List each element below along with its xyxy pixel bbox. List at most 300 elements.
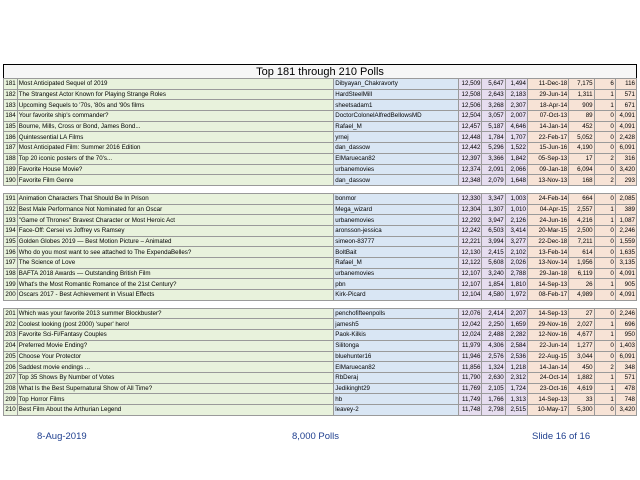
cell-col-d: 905 [615, 279, 636, 290]
cell-col-c: 0 [594, 308, 615, 319]
cell-rank: 183 [5, 101, 16, 109]
table-row [4, 121, 637, 132]
cell-poll-title: BAFTA 2018 Awards — Outstanding British Film [17, 268, 334, 279]
footer-poll-count: 8,000 Polls [292, 431, 340, 442]
cell-poll-id: 7,211 [569, 236, 594, 247]
cell-rank: 194 [5, 227, 16, 235]
cell-col-c: 2 [594, 362, 615, 373]
table-row [4, 308, 637, 319]
cell-col-d: 571 [615, 89, 636, 100]
cell-col-d: 2,246 [615, 225, 636, 236]
cell-col-c: 0 [594, 236, 615, 247]
cell-rank: 198 [5, 270, 16, 278]
cell-author: simeon-83777 [334, 236, 459, 247]
cell-author: Dibyayan_Chakravorty [334, 79, 459, 90]
cell-col-a: 3,994 [482, 236, 505, 247]
cell-col-d: 293 [615, 175, 636, 186]
cell-col-d: 4,091 [615, 121, 636, 132]
cell-col-c: 0 [594, 225, 615, 236]
cell-created-date: 18-Apr-14 [527, 100, 568, 111]
cell-votes: 12,457 [459, 121, 482, 132]
cell-col-a: 5,608 [482, 258, 505, 269]
cell-col-d: 4,091 [615, 290, 636, 301]
cell-col-a: 2,415 [482, 247, 505, 258]
polls-table [3, 78, 637, 416]
cell-poll-id: 1,311 [569, 89, 594, 100]
cell-col-d: 671 [615, 100, 636, 111]
cell-votes: 11,979 [459, 340, 482, 351]
cell-votes: 12,506 [459, 100, 482, 111]
cell-col-a: 2,079 [482, 175, 505, 186]
table-row [4, 236, 637, 247]
cell-rank: 202 [5, 320, 16, 328]
cell-col-d: 2,428 [615, 132, 636, 143]
cell-col-c: 2 [594, 175, 615, 186]
table-row [4, 394, 637, 405]
cell-col-d: 748 [615, 394, 636, 405]
cell-rank: 185 [5, 123, 16, 131]
cell-votes: 12,024 [459, 330, 482, 341]
cell-poll-title: Golden Globes 2019 — Best Motion Picture – Animated [17, 236, 334, 247]
cell-col-b: 1,972 [505, 290, 527, 301]
cell-col-c: 0 [594, 258, 615, 269]
cell-poll-id: 4,190 [569, 143, 594, 154]
cell-poll-title: Face-Off: Cersei vs Joffrey vs Ramsey [17, 225, 334, 236]
cell-col-a: 1,766 [482, 394, 505, 405]
table-row [4, 215, 637, 226]
cell-col-b: 2,183 [505, 89, 527, 100]
table-row [4, 225, 637, 236]
cell-created-date: 29-Jun-14 [527, 89, 568, 100]
cell-rank: 206 [5, 363, 16, 371]
cell-author: dan_dassow [334, 175, 459, 186]
cell-poll-id: 2,500 [569, 225, 594, 236]
cell-col-c: 1 [594, 394, 615, 405]
cell-col-c: 0 [594, 121, 615, 132]
cell-col-a: 2,250 [482, 319, 505, 330]
cell-col-a: 1,307 [482, 204, 505, 215]
cell-poll-id: 27 [569, 308, 594, 319]
cell-col-b: 1,218 [505, 362, 527, 373]
table-row [4, 111, 637, 122]
cell-author: Rafael_M [334, 258, 459, 269]
cell-col-c: 0 [594, 143, 615, 154]
table-row [4, 372, 637, 383]
cell-poll-id: 17 [569, 153, 594, 164]
cell-col-d: 116 [615, 79, 636, 90]
cell-poll-title: What's the Most Romantic Romance of the 21st Century? [17, 279, 334, 290]
cell-created-date: 22-Jun-14 [527, 340, 568, 351]
table-row [4, 290, 637, 301]
cell-col-d: 1,635 [615, 247, 636, 258]
cell-poll-title: The Strangest Actor Known for Playing Strange Roles [17, 89, 334, 100]
cell-poll-title: The Science of Love [17, 258, 334, 269]
cell-col-b: 2,066 [505, 164, 527, 175]
cell-poll-id: 452 [569, 121, 594, 132]
cell-created-date: 22-Aug-15 [527, 351, 568, 362]
cell-votes: 12,221 [459, 236, 482, 247]
cell-col-d: 478 [615, 383, 636, 394]
cell-col-a: 3,240 [482, 268, 505, 279]
cell-author: Paok-Kilkis [334, 330, 459, 341]
cell-created-date: 10-May-17 [527, 404, 568, 415]
cell-author: urbanemovies [334, 268, 459, 279]
cell-created-date: 14-Jan-14 [527, 121, 568, 132]
table-row [4, 79, 637, 90]
cell-rank: 192 [5, 205, 16, 213]
cell-votes: 11,856 [459, 362, 482, 373]
cell-col-d: 571 [615, 372, 636, 383]
cell-votes: 12,304 [459, 204, 482, 215]
cell-created-date: 13-Nov-13 [527, 175, 568, 186]
cell-poll-id: 6,094 [569, 164, 594, 175]
cell-votes: 12,397 [459, 153, 482, 164]
cell-author: penchofifteenpolls [334, 308, 459, 319]
polls-table-body [4, 79, 637, 416]
cell-votes: 11,749 [459, 394, 482, 405]
cell-author: Rafael_M [334, 121, 459, 132]
cell-votes: 12,292 [459, 215, 482, 226]
cell-rank: 188 [5, 155, 16, 163]
cell-col-d: 3,135 [615, 258, 636, 269]
table-row [4, 319, 637, 330]
cell-created-date: 05-Sep-13 [527, 153, 568, 164]
cell-col-a: 2,576 [482, 351, 505, 362]
cell-created-date: 22-Feb-17 [527, 132, 568, 143]
cell-created-date: 23-Oct-16 [527, 383, 568, 394]
cell-poll-title: What Is the Best Supernatural Show of All Time? [17, 383, 334, 394]
cell-votes: 12,242 [459, 225, 482, 236]
cell-votes: 12,130 [459, 247, 482, 258]
footer-date: 8-Aug-2019 [37, 431, 87, 442]
cell-col-a: 2,643 [482, 89, 505, 100]
cell-poll-id: 664 [569, 193, 594, 204]
cell-col-d: 389 [615, 204, 636, 215]
cell-votes: 11,748 [459, 404, 482, 415]
table-row [4, 383, 637, 394]
table-row [4, 258, 637, 269]
cell-created-date: 22-Dec-18 [527, 236, 568, 247]
cell-author: urbanemovies [334, 215, 459, 226]
cell-poll-id: 1,277 [569, 340, 594, 351]
cell-col-c: 1 [594, 89, 615, 100]
cell-author: leavey-2 [334, 404, 459, 415]
cell-created-date: 15-Jun-16 [527, 143, 568, 154]
separator-cell [4, 300, 637, 308]
cell-rank: 196 [5, 248, 16, 256]
cell-col-a: 1,324 [482, 362, 505, 373]
cell-poll-title: Upcoming Sequels to '70s, '80s and '90s films [17, 100, 334, 111]
cell-author: hb [334, 394, 459, 405]
cell-author: bonmor [334, 193, 459, 204]
cell-poll-title: Saddest movie endings ... [17, 362, 334, 373]
cell-author: sheetsadam1 [334, 100, 459, 111]
cell-poll-title: Preferred Movie Ending? [17, 340, 334, 351]
cell-created-date: 13-Feb-14 [527, 247, 568, 258]
cell-col-b: 2,312 [505, 372, 527, 383]
cell-created-date: 08-Feb-17 [527, 290, 568, 301]
cell-rank: 181 [5, 80, 16, 88]
footer-slide-number: Slide 16 of 16 [532, 431, 591, 442]
cell-col-d: 4,091 [615, 268, 636, 279]
table-row [4, 164, 637, 175]
cell-poll-title: Most Anticipated Sequel of 2019 [17, 79, 334, 90]
cell-col-c: 1 [594, 319, 615, 330]
cell-col-a: 5,296 [482, 143, 505, 154]
cell-poll-id: 5,052 [569, 132, 594, 143]
cell-rank: 195 [5, 237, 16, 245]
cell-col-b: 1,494 [505, 79, 527, 90]
cell-col-d: 6,091 [615, 351, 636, 362]
cell-col-a: 6,503 [482, 225, 505, 236]
cell-col-c: 0 [594, 132, 615, 143]
cell-col-a: 5,647 [482, 79, 505, 90]
cell-author: Silitonga [334, 340, 459, 351]
cell-col-b: 3,277 [505, 236, 527, 247]
cell-created-date: 20-Mar-15 [527, 225, 568, 236]
table-row [4, 362, 637, 373]
cell-rank: 191 [5, 195, 16, 203]
cell-poll-id: 2,557 [569, 204, 594, 215]
cell-poll-title: Top 20 iconic posters of the 70's... [17, 153, 334, 164]
cell-rank: 186 [5, 133, 16, 141]
table-row [4, 89, 637, 100]
cell-poll-id: 4,216 [569, 215, 594, 226]
table-row [4, 279, 637, 290]
cell-col-b: 2,026 [505, 258, 527, 269]
cell-poll-title: Most Anticipated Film: Summer 2016 Edition [17, 143, 334, 154]
cell-created-date: 07-Oct-13 [527, 111, 568, 122]
cell-rank: 209 [5, 395, 16, 403]
cell-votes: 11,946 [459, 351, 482, 362]
cell-col-d: 3,420 [615, 164, 636, 175]
cell-rank: 210 [5, 406, 16, 414]
cell-author: DoctorColonelAlfredBellowsMD [334, 111, 459, 122]
cell-votes: 12,330 [459, 193, 482, 204]
cell-created-date: 14-Jan-14 [527, 362, 568, 373]
cell-author: jamesh5 [334, 319, 459, 330]
cell-col-b: 1,648 [505, 175, 527, 186]
cell-col-c: 1 [594, 383, 615, 394]
cell-poll-title: Top 35 Shows By Number of Votes [17, 372, 334, 383]
cell-poll-id: 89 [569, 111, 594, 122]
table-row [4, 143, 637, 154]
cell-created-date: 12-Nov-16 [527, 330, 568, 341]
cell-poll-title: Bourne, Mills, Cross or Bond, James Bond... [17, 121, 334, 132]
cell-col-b: 1,842 [505, 153, 527, 164]
cell-poll-id: 4,677 [569, 330, 594, 341]
cell-poll-id: 4,619 [569, 383, 594, 394]
cell-votes: 12,122 [459, 258, 482, 269]
cell-col-c: 1 [594, 204, 615, 215]
cell-col-c: 1 [594, 279, 615, 290]
cell-author: yrnej [334, 132, 459, 143]
cell-author: RbDeraj [334, 372, 459, 383]
cell-poll-id: 4,989 [569, 290, 594, 301]
cell-col-a: 3,366 [482, 153, 505, 164]
cell-col-d: 2,085 [615, 193, 636, 204]
cell-col-d: 3,420 [615, 404, 636, 415]
cell-rank: 203 [5, 331, 16, 339]
cell-col-c: 0 [594, 268, 615, 279]
cell-col-b: 2,102 [505, 247, 527, 258]
cell-created-date: 11-Dec-18 [527, 79, 568, 90]
cell-votes: 12,374 [459, 164, 482, 175]
table-row [4, 100, 637, 111]
cell-poll-id: 7,175 [569, 79, 594, 90]
cell-col-b: 2,126 [505, 215, 527, 226]
cell-col-c: 0 [594, 404, 615, 415]
cell-col-b: 2,307 [505, 100, 527, 111]
cell-col-b: 2,788 [505, 268, 527, 279]
cell-created-date: 29-Nov-16 [527, 319, 568, 330]
cell-votes: 12,104 [459, 290, 482, 301]
cell-col-a: 2,798 [482, 404, 505, 415]
cell-votes: 12,076 [459, 308, 482, 319]
cell-col-d: 348 [615, 362, 636, 373]
cell-votes: 12,504 [459, 111, 482, 122]
table-row [4, 175, 637, 186]
cell-votes: 12,448 [459, 132, 482, 143]
cell-col-c: 0 [594, 111, 615, 122]
cell-col-c: 0 [594, 164, 615, 175]
cell-col-c: 1 [594, 215, 615, 226]
cell-poll-id: 5,300 [569, 404, 594, 415]
cell-col-b: 1,003 [505, 193, 527, 204]
table-row [4, 193, 637, 204]
cell-votes: 11,790 [459, 372, 482, 383]
cell-col-c: 6 [594, 79, 615, 90]
cell-author: HardSteelMill [334, 89, 459, 100]
cell-poll-id: 26 [569, 279, 594, 290]
separator-cell [4, 185, 637, 193]
cell-votes: 12,508 [459, 89, 482, 100]
cell-rank: 193 [5, 216, 16, 224]
cell-col-b: 2,584 [505, 340, 527, 351]
cell-poll-title: Which was your favorite 2013 summer Blockbuster? [17, 308, 334, 319]
table-row [4, 404, 637, 415]
cell-col-a: 2,630 [482, 372, 505, 383]
table-row [4, 340, 637, 351]
cell-col-a: 2,414 [482, 308, 505, 319]
cell-col-c: 0 [594, 247, 615, 258]
cell-rank: 182 [5, 91, 16, 99]
cell-col-d: 1,559 [615, 236, 636, 247]
cell-author: ElMaruecan82 [334, 153, 459, 164]
cell-col-d: 2,246 [615, 308, 636, 319]
cell-rank: 189 [5, 165, 16, 173]
cell-votes: 12,348 [459, 175, 482, 186]
cell-col-c: 1 [594, 100, 615, 111]
cell-col-c: 0 [594, 340, 615, 351]
cell-created-date: 09-Jan-18 [527, 164, 568, 175]
cell-col-c: 0 [594, 290, 615, 301]
cell-created-date: 14-Sep-13 [527, 279, 568, 290]
cell-poll-title: Animation Characters That Should Be In Prison [17, 193, 334, 204]
cell-created-date: 13-Nov-14 [527, 258, 568, 269]
cell-col-a: 5,187 [482, 121, 505, 132]
cell-poll-title: "Game of Thrones" Bravest Character or Most Heroic Act [17, 215, 334, 226]
cell-rank: 197 [5, 259, 16, 267]
cell-col-a: 3,947 [482, 215, 505, 226]
cell-rank: 187 [5, 144, 16, 152]
cell-poll-title: Choose Your Protector [17, 351, 334, 362]
table-row [4, 153, 637, 164]
cell-rank: 199 [5, 280, 16, 288]
cell-poll-id: 3,044 [569, 351, 594, 362]
cell-col-b: 2,282 [505, 330, 527, 341]
cell-author: Mega_wizard [334, 204, 459, 215]
table-row [4, 330, 637, 341]
cell-col-a: 1,784 [482, 132, 505, 143]
cell-author: bluehunter16 [334, 351, 459, 362]
cell-author: BoltBait [334, 247, 459, 258]
cell-poll-title: Top Horror Films [17, 394, 334, 405]
cell-poll-id: 168 [569, 175, 594, 186]
cell-poll-id: 2,027 [569, 319, 594, 330]
cell-col-d: 696 [615, 319, 636, 330]
cell-col-c: 1 [594, 372, 615, 383]
cell-poll-id: 1,882 [569, 372, 594, 383]
cell-created-date: 24-Oct-14 [527, 372, 568, 383]
cell-col-b: 1,707 [505, 132, 527, 143]
cell-created-date: 14-Sep-13 [527, 308, 568, 319]
cell-col-d: 1,403 [615, 340, 636, 351]
cell-rank: 204 [5, 342, 16, 350]
cell-col-b: 2,536 [505, 351, 527, 362]
cell-rank: 208 [5, 384, 16, 392]
cell-col-d: 6,091 [615, 143, 636, 154]
cell-col-d: 950 [615, 330, 636, 341]
cell-poll-title: Favorite House Movie? [17, 164, 334, 175]
cell-col-b: 3,414 [505, 225, 527, 236]
cell-author: pbn [334, 279, 459, 290]
cell-votes: 12,107 [459, 279, 482, 290]
cell-col-a: 4,306 [482, 340, 505, 351]
cell-poll-id: 909 [569, 100, 594, 111]
cell-votes: 12,042 [459, 319, 482, 330]
cell-col-d: 316 [615, 153, 636, 164]
cell-col-b: 1,522 [505, 143, 527, 154]
cell-created-date: 04-Apr-15 [527, 204, 568, 215]
cell-col-d: 4,091 [615, 111, 636, 122]
cell-col-b: 2,207 [505, 308, 527, 319]
cell-col-b: 1,659 [505, 319, 527, 330]
cell-col-b: 4,646 [505, 121, 527, 132]
cell-rank: 190 [5, 176, 16, 184]
cell-rank: 201 [5, 310, 16, 318]
cell-created-date: 29-Jan-18 [527, 268, 568, 279]
cell-col-d: 1,087 [615, 215, 636, 226]
cell-col-c: 0 [594, 351, 615, 362]
cell-author: dan_dassow [334, 143, 459, 154]
cell-col-a: 3,347 [482, 193, 505, 204]
cell-col-b: 1,313 [505, 394, 527, 405]
cell-col-a: 2,091 [482, 164, 505, 175]
table-row [4, 204, 637, 215]
cell-created-date: 24-Feb-14 [527, 193, 568, 204]
table-row [4, 247, 637, 258]
cell-poll-id: 1,956 [569, 258, 594, 269]
group-separator [4, 185, 637, 193]
cell-poll-id: 6,119 [569, 268, 594, 279]
cell-votes: 12,107 [459, 268, 482, 279]
cell-col-c: 0 [594, 193, 615, 204]
cell-poll-title: Who do you most want to see attached to The ExpendaBelles? [17, 247, 334, 258]
cell-votes: 12,509 [459, 79, 482, 90]
cell-author: Jedikinght29 [334, 383, 459, 394]
cell-poll-title: Best Film About the Arthurian Legend [17, 404, 334, 415]
